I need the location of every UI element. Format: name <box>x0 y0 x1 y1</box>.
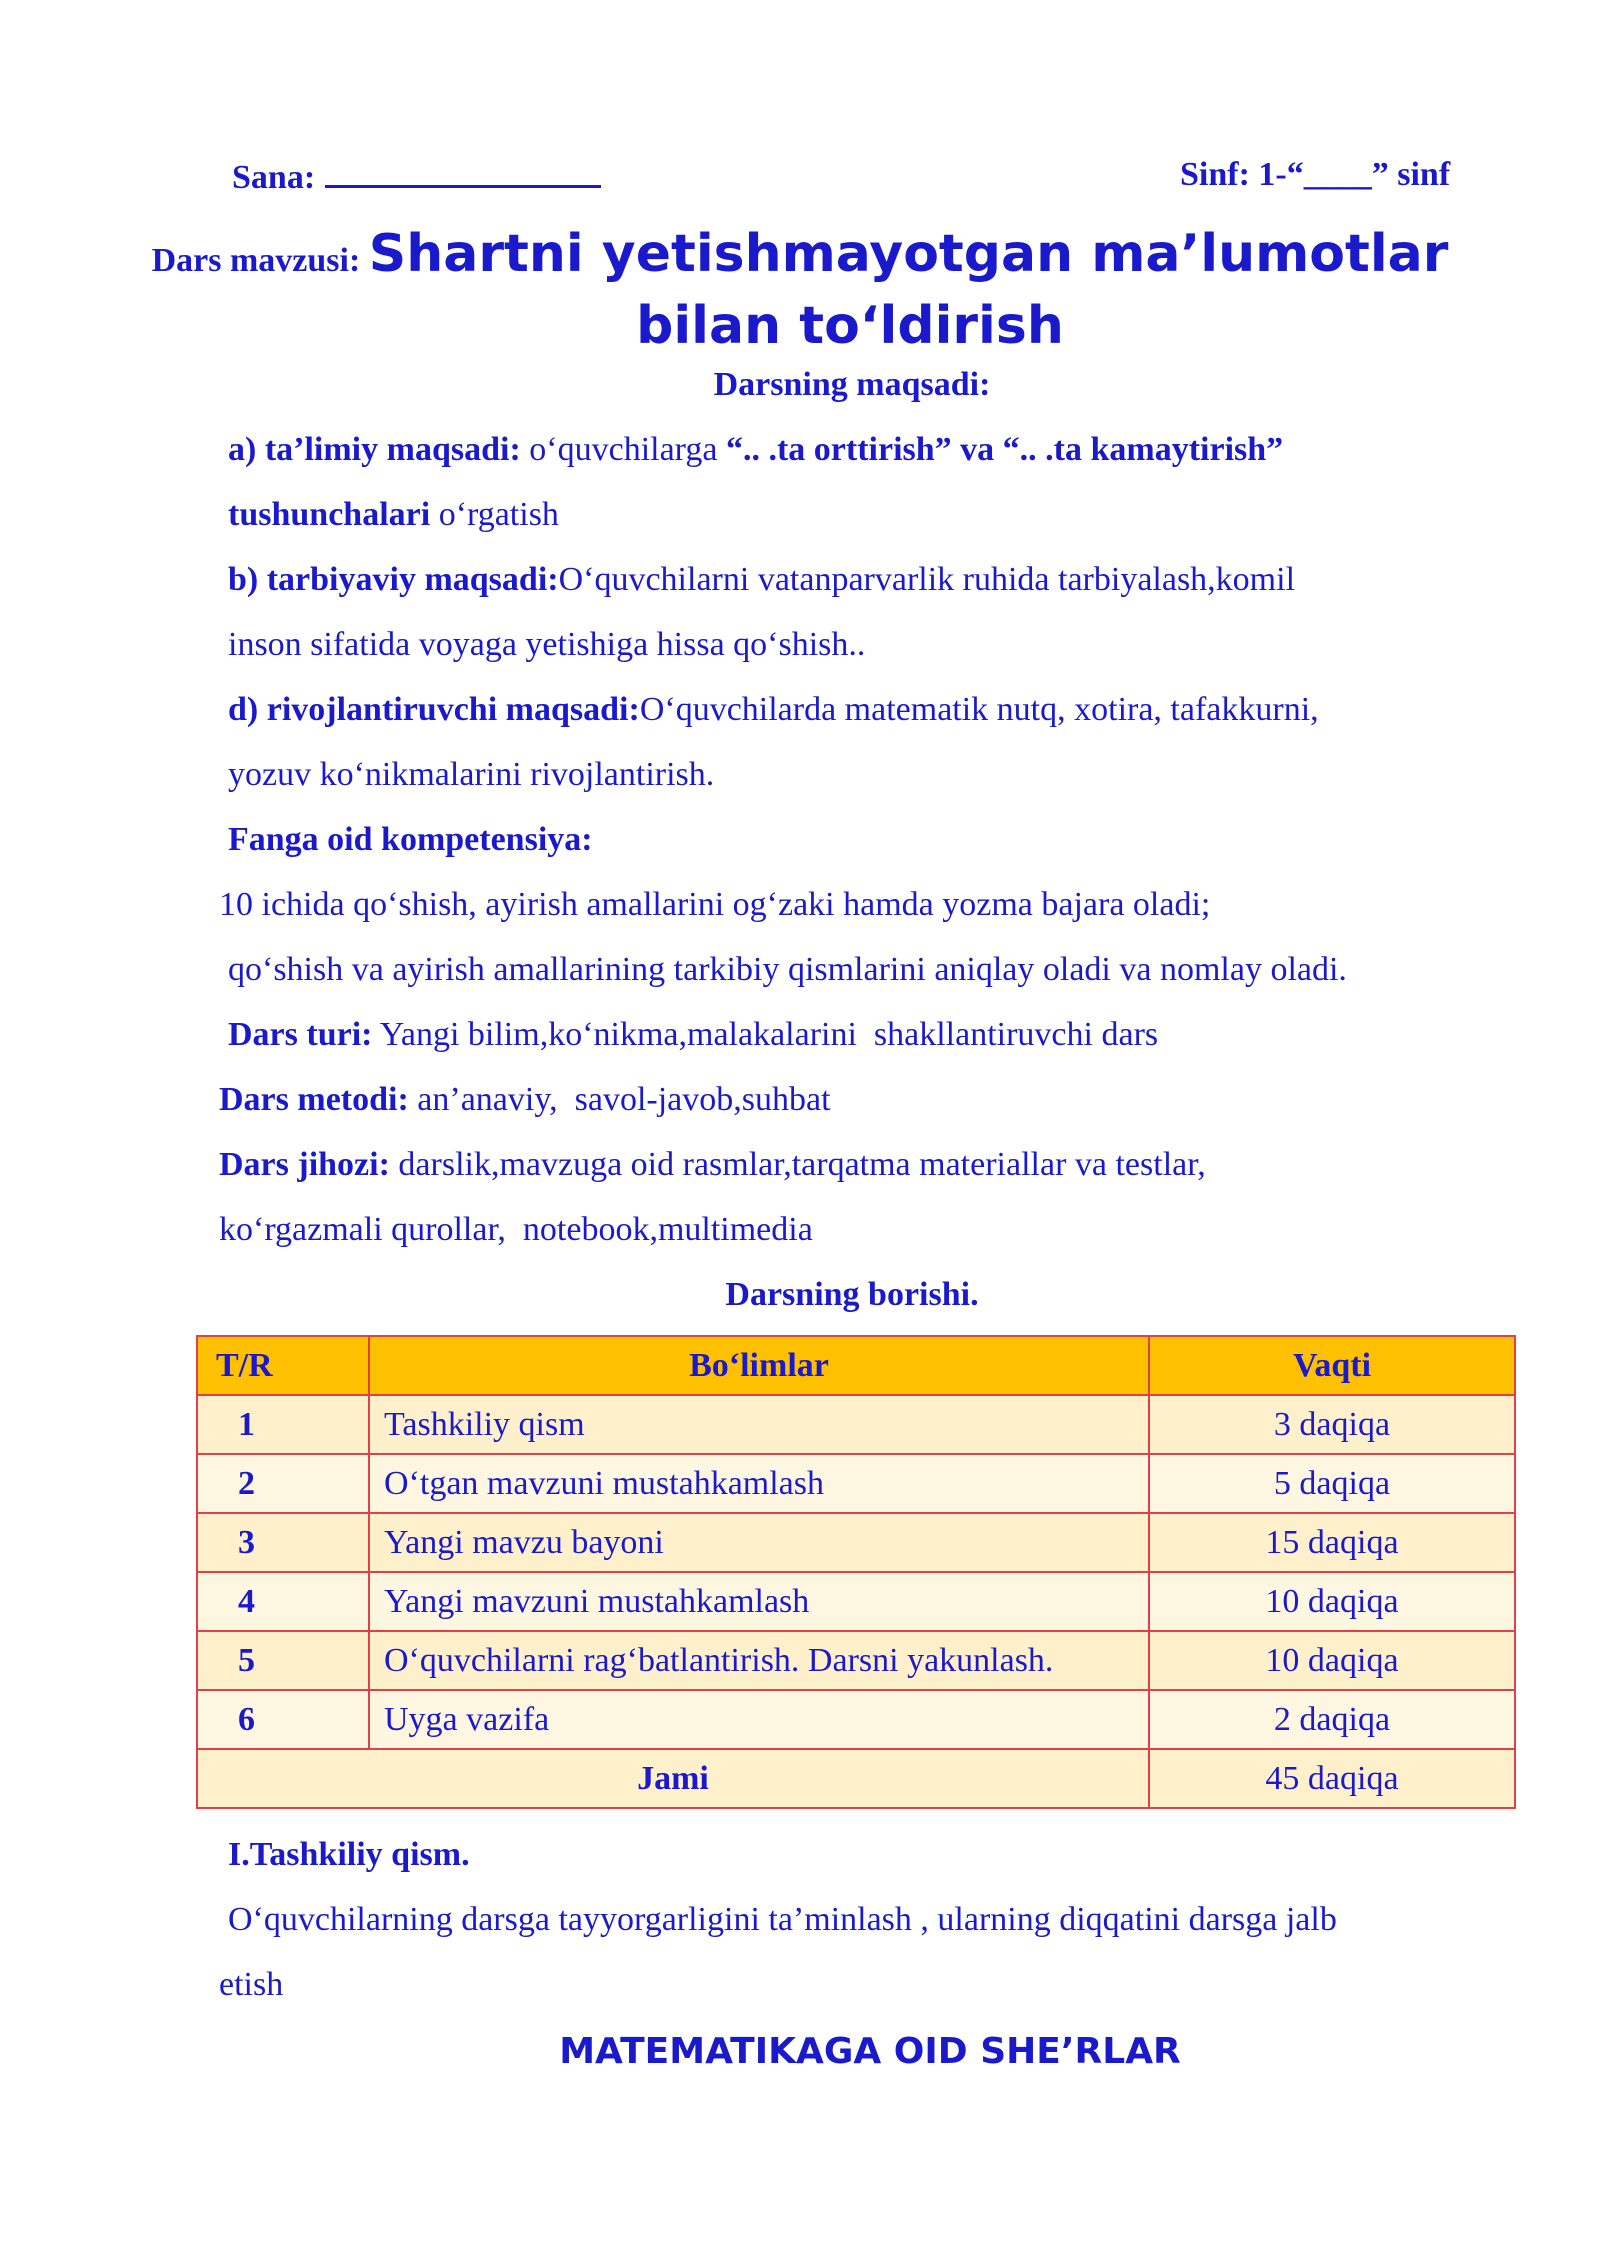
competence-heading: Fanga oid kompetensiya: <box>228 821 593 858</box>
row-section: O‘quvchilarni rag‘batlantirish. Darsni yakunlash. <box>369 1631 1149 1690</box>
row-number: 1 <box>197 1395 369 1454</box>
row-section: Yangi mavzu bayoni <box>369 1513 1149 1572</box>
lesson-method-line <box>219 1080 831 1120</box>
competence-line2: qo‘shish va ayirish amallarining tarkibiy qismlarini aniqlay oladi va nomlay oladi. <box>228 951 1347 988</box>
topic-label: Dars mavzusi: <box>151 242 361 279</box>
lesson-method-value: an’anaviy, savol-javob,suhbat <box>417 1081 831 1118</box>
section1-line2: etish <box>219 1966 284 2003</box>
goal-d-line2: yozuv ko‘nikmalarini rivojlantirish. <box>228 756 715 793</box>
column-header-sections: Bo‘limlar <box>369 1336 1149 1395</box>
column-header-number: T/R <box>197 1336 369 1395</box>
goal-a-quote1: “.. .ta orttirish” va “.. .ta kamaytirish” <box>725 431 1284 468</box>
row-section: Tashkiliy qism <box>369 1395 1149 1454</box>
table-header-row <box>197 1336 1515 1395</box>
row-number: 5 <box>197 1631 369 1690</box>
goal-a-line2 <box>228 495 559 535</box>
date-label: Sana: <box>232 159 316 196</box>
section1-heading: I.Tashkiliy qism. <box>228 1836 470 1873</box>
date-blank <box>325 155 601 188</box>
row-time: 5 daqiqa <box>1149 1454 1515 1513</box>
table-total-row <box>197 1749 1515 1808</box>
lesson-equipment-value1: darslik,mavzuga oid rasmlar,tarqatma materiallar va testlar, <box>398 1146 1206 1183</box>
goal-a-label: a) ta’limiy maqsadi: <box>228 431 521 468</box>
row-time: 3 daqiqa <box>1149 1395 1515 1454</box>
lesson-plan-table <box>196 1335 1516 1809</box>
poems-heading: MATEMATIKAGA OID SHE’RLAR <box>559 2031 1181 2072</box>
competence-line1: 10 ichida qo‘shish, ayirish amallarini og‘zaki hamda yozma bajara oladi; <box>219 886 1211 923</box>
row-time: 10 daqiqa <box>1149 1572 1515 1631</box>
row-number: 6 <box>197 1690 369 1749</box>
goal-b-label: b) tarbiyaviy maqsadi: <box>228 561 559 598</box>
row-number: 2 <box>197 1454 369 1513</box>
lesson-method-label: Dars metodi: <box>219 1081 409 1118</box>
lesson-equipment-line2: ko‘rgazmali qurollar, notebook,multimedia <box>219 1211 813 1248</box>
row-time: 10 daqiqa <box>1149 1631 1515 1690</box>
goal-d-label: d) rivojlantiruvchi maqsadi: <box>228 691 640 728</box>
table-row <box>197 1631 1515 1690</box>
goal-a-line1 <box>228 430 1283 470</box>
section1-line1: O‘quvchilarning darsga tayyorgarligini ta’minlash , ularning diqqatini darsga jalb <box>228 1901 1337 1938</box>
topic-title-text1: Shartni yetishmayotgan ma’lumotlar <box>368 224 1449 284</box>
date-line <box>232 155 601 198</box>
lesson-type-line <box>228 1015 1158 1055</box>
row-number: 3 <box>197 1513 369 1572</box>
goal-a-text2: o‘rgatish <box>438 496 559 533</box>
goal-a-text1: o‘quvchilarga <box>529 431 718 468</box>
lesson-type-value: Yangi bilim,ko‘nikma,malakalarini shakllantiruvchi dars <box>379 1016 1159 1053</box>
topic-title-line2: bilan to‘ldirish <box>636 296 1064 356</box>
plan-heading: Darsning borishi. <box>725 1276 979 1313</box>
class-label: Sinf: 1-“____” sinf <box>1180 156 1451 193</box>
table-row <box>197 1690 1515 1749</box>
table-row <box>197 1513 1515 1572</box>
lesson-equipment-line1 <box>219 1145 1206 1185</box>
goal-d-line1 <box>228 690 1319 730</box>
goal-a-quote2: tushunchalari <box>228 496 431 533</box>
table-row <box>197 1454 1515 1513</box>
table-row <box>197 1395 1515 1454</box>
lesson-equipment-label: Dars jihozi: <box>219 1146 390 1183</box>
table-row <box>197 1572 1515 1631</box>
goal-d-text1: O‘quvchilarda matematik nutq, xotira, tafakkurni, <box>639 691 1319 728</box>
row-section: Yangi mavzuni mustahkamlash <box>369 1572 1149 1631</box>
lesson-type-label: Dars turi: <box>228 1016 373 1053</box>
column-header-time: Vaqti <box>1149 1336 1515 1395</box>
row-section: O‘tgan mavzuni mustahkamlash <box>369 1454 1149 1513</box>
goal-b-line1 <box>228 560 1295 600</box>
goals-heading: Darsning maqsadi: <box>713 366 991 403</box>
row-section: Uyga vazifa <box>369 1690 1149 1749</box>
row-number: 4 <box>197 1572 369 1631</box>
row-time: 2 daqiqa <box>1149 1690 1515 1749</box>
row-time: 15 daqiqa <box>1149 1513 1515 1572</box>
goal-b-text1: O‘quvchilarni vatanparvarlik ruhida tarbiyalash,komil <box>558 561 1296 598</box>
goal-b-line2: inson sifatida voyaga yetishiga hissa qo‘shish.. <box>228 626 866 663</box>
topic-title-line1 <box>0 222 1600 286</box>
total-time: 45 daqiqa <box>1149 1749 1515 1808</box>
total-label: Jami <box>197 1749 1149 1808</box>
